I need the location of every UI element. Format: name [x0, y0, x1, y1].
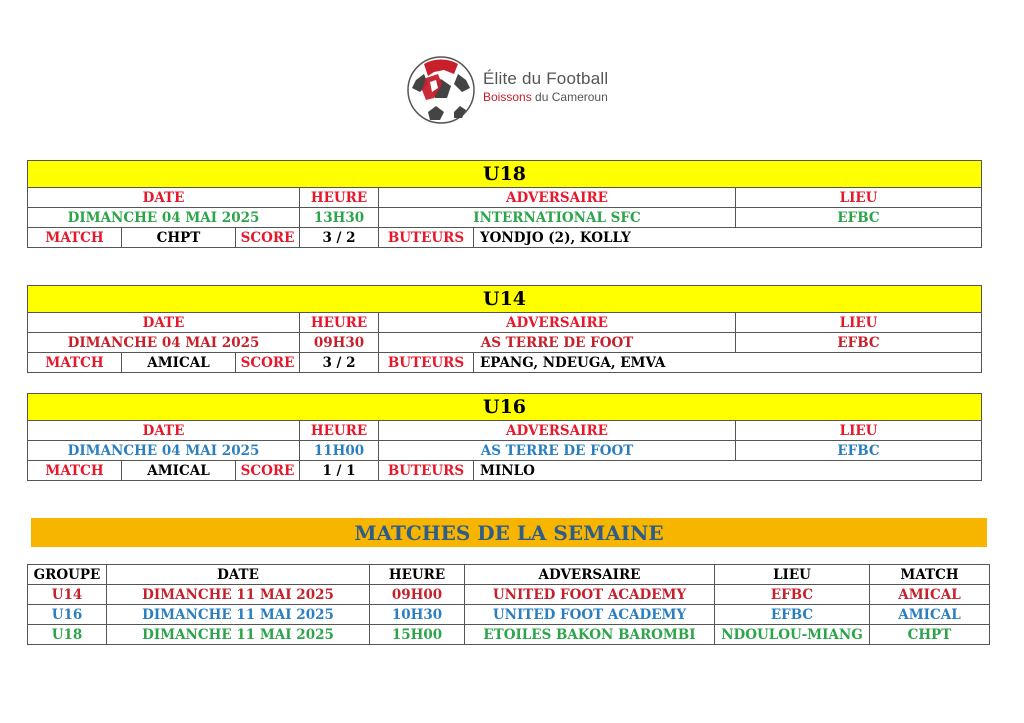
date-header: DATE — [28, 421, 300, 441]
row-date: DIMANCHE 11 MAI 2025 — [107, 625, 370, 645]
row-heure: 09H00 — [370, 585, 465, 605]
results-table-u16 — [27, 393, 982, 481]
date-header: DATE — [28, 188, 300, 208]
match-score: 1 / 1 — [300, 461, 379, 481]
match-scorers: YONDJO (2), KOLLY — [474, 228, 982, 248]
match-time: 09H30 — [300, 333, 379, 353]
row-match: AMICAL — [870, 585, 990, 605]
efbc-logo — [404, 54, 634, 126]
week-schedule-table — [27, 564, 990, 645]
match-label: MATCH — [28, 228, 122, 248]
adversaire-header: ADVERSAIRE — [379, 313, 736, 333]
score-label: SCORE — [236, 461, 300, 481]
heure-header: HEURE — [300, 313, 379, 333]
match-type: CHPT — [122, 228, 236, 248]
table-row — [28, 585, 990, 605]
match-opponent: AS TERRE DE FOOT — [379, 441, 736, 461]
match-score: 3 / 2 — [300, 353, 379, 373]
heure-header: HEURE — [300, 188, 379, 208]
match-venue: EFBC — [736, 208, 982, 228]
row-lieu: EFBC — [715, 605, 870, 625]
buteurs-label: BUTEURS — [379, 228, 474, 248]
row-date: DIMANCHE 11 MAI 2025 — [107, 605, 370, 625]
row-lieu: EFBC — [715, 585, 870, 605]
category-banner: U14 — [28, 286, 982, 313]
lieu-header: LIEU — [715, 565, 870, 585]
row-adversaire: ETOILES BAKON BAROMBI — [465, 625, 715, 645]
date-header: DATE — [28, 313, 300, 333]
match-date: DIMANCHE 04 MAI 2025 — [28, 333, 300, 353]
category-banner: U16 — [28, 394, 982, 421]
logo-subtitle-rest: du Cameroun — [535, 90, 608, 104]
row-groupe: U16 — [28, 605, 107, 625]
table-row — [28, 605, 990, 625]
row-heure: 15H00 — [370, 625, 465, 645]
match-opponent: AS TERRE DE FOOT — [379, 333, 736, 353]
match-label: MATCH — [28, 353, 122, 373]
row-match: AMICAL — [870, 605, 990, 625]
buteurs-label: BUTEURS — [379, 461, 474, 481]
football-logo-icon — [404, 54, 478, 126]
row-groupe: U18 — [28, 625, 107, 645]
lieu-header: LIEU — [736, 421, 982, 441]
match-score: 3 / 2 — [300, 228, 379, 248]
lieu-header: LIEU — [736, 313, 982, 333]
results-table-u14 — [27, 285, 982, 373]
row-lieu: NDOULOU-MIANG — [715, 625, 870, 645]
adversaire-header: ADVERSAIRE — [465, 565, 715, 585]
match-venue: EFBC — [736, 333, 982, 353]
row-date: DIMANCHE 11 MAI 2025 — [107, 585, 370, 605]
lieu-header: LIEU — [736, 188, 982, 208]
row-adversaire: UNITED FOOT ACADEMY — [465, 585, 715, 605]
match-label: MATCH — [28, 461, 122, 481]
table-row — [28, 625, 990, 645]
logo-title: Élite du Football — [483, 69, 609, 88]
match-type: AMICAL — [122, 353, 236, 373]
match-date: DIMANCHE 04 MAI 2025 — [28, 441, 300, 461]
match-time: 13H30 — [300, 208, 379, 228]
match-date: DIMANCHE 04 MAI 2025 — [28, 208, 300, 228]
groupe-header: GROUPE — [28, 565, 107, 585]
adversaire-header: ADVERSAIRE — [379, 188, 736, 208]
logo-subtitle-brand: Boissons — [483, 90, 532, 104]
heure-header: HEURE — [370, 565, 465, 585]
row-adversaire: UNITED FOOT ACADEMY — [465, 605, 715, 625]
match-header: MATCH — [870, 565, 990, 585]
row-groupe: U14 — [28, 585, 107, 605]
match-type: AMICAL — [122, 461, 236, 481]
logo-subtitle — [483, 90, 608, 104]
results-table-u18 — [27, 160, 982, 248]
score-label: SCORE — [236, 353, 300, 373]
row-heure: 10H30 — [370, 605, 465, 625]
match-scorers: MINLO — [474, 461, 982, 481]
row-match: CHPT — [870, 625, 990, 645]
date-header: DATE — [107, 565, 370, 585]
buteurs-label: BUTEURS — [379, 353, 474, 373]
category-banner: U18 — [28, 161, 982, 188]
match-venue: EFBC — [736, 441, 982, 461]
score-label: SCORE — [236, 228, 300, 248]
match-opponent: INTERNATIONAL SFC — [379, 208, 736, 228]
match-scorers: EPANG, NDEUGA, EMVA — [474, 353, 982, 373]
adversaire-header: ADVERSAIRE — [379, 421, 736, 441]
week-banner: MATCHES DE LA SEMAINE — [31, 518, 987, 547]
heure-header: HEURE — [300, 421, 379, 441]
match-time: 11H00 — [300, 441, 379, 461]
